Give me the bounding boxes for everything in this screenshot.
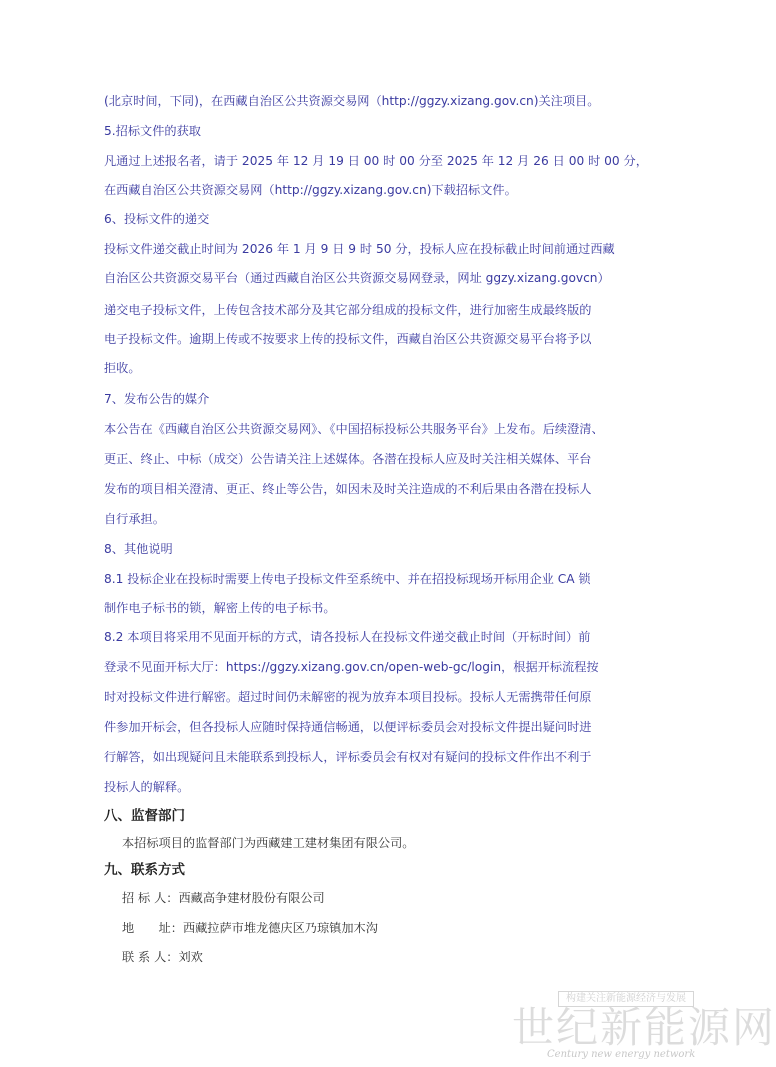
- line-23: 行解答，如出现疑问且未能联系到投标人，评标委员会有权对有疑问的投标文件作出不利于: [104, 750, 592, 764]
- contact-row-bidder: [122, 890, 325, 906]
- line-12: 本公告在《西藏自治区公共资源交易网》、《中国招标投标公共服务平台》上发布。后续澄清、: [104, 422, 604, 436]
- line-01: (北京时间，下同)，在西藏自治区公共资源交易网（http://ggzy.xizang.gov.cn)关注项目。: [104, 94, 600, 108]
- section-8-body: 本招标项目的监督部门为西藏建工建材集团有限公司。: [122, 836, 415, 850]
- section-8-heading: 八、监督部门: [104, 808, 185, 824]
- line-11: 7、发布公告的媒介: [104, 392, 210, 406]
- contact-row-address: [122, 920, 378, 936]
- line-03: 凡通过上述报名者，请于 2025 年 12 月 19 日 00 时 00 分至 2025 年 12 月 26 日 00 时 00 分，: [104, 154, 648, 168]
- section-9-heading: 九、联系方式: [104, 862, 185, 878]
- line-04: 在西藏自治区公共资源交易网（http://ggzy.xizang.gov.cn)下载招标文件。: [104, 183, 517, 197]
- line-10: 拒收。: [104, 361, 141, 375]
- line-05: 6、投标文件的递交: [104, 212, 210, 226]
- watermark-english: Century new energy network: [547, 1049, 696, 1060]
- watermark-logo-text: 世纪新能源网: [512, 1003, 776, 1052]
- line-18: 制作电子标书的锁，解密上传的电子标书。: [104, 601, 336, 615]
- line-20: 登录不见面开标大厅：https://ggzy.xizang.gov.cn/open-web-gc/login，根据开标流程按: [104, 660, 599, 674]
- line-19: 8.2 本项目将采用不见面开标的方式，请各投标人在投标文件递交截止时间（开标时间）前: [104, 630, 591, 644]
- line-16: 8、其他说明: [104, 542, 173, 556]
- line-06: 投标文件递交截止时间为 2026 年 1 月 9 日 9 时 50 分，投标人应在投标截止时间前通过西藏: [104, 242, 615, 256]
- watermark-tagline: 构建关注新能源经济与发展: [558, 991, 694, 1007]
- line-13: 更正、终止、中标（成交）公告请关注上述媒体。各潜在投标人应及时关注相关媒体、平台: [104, 452, 592, 466]
- line-09: 电子投标文件。逾期上传或不按要求上传的投标文件，西藏自治区公共资源交易平台将予以: [104, 332, 592, 346]
- line-21: 时对投标文件进行解密。超过时间仍未解密的视为放弃本项目投标。投标人无需携带任何原: [104, 690, 592, 704]
- contact-label: 联 系 人：: [122, 950, 179, 964]
- contact-value: 刘欢: [178, 950, 203, 964]
- line-02: 5.招标文件的获取: [104, 124, 201, 138]
- line-22: 件参加开标会，但各投标人应随时保持通信畅通，以便评标委员会对投标文件提出疑问时进: [104, 720, 592, 734]
- line-24: 投标人的解释。: [104, 780, 190, 794]
- contact-row-person: [122, 949, 203, 965]
- contact-label: 招 标 人：: [122, 891, 179, 905]
- line-17: 8.1 投标企业在投标时需要上传电子投标文件至系统中、并在招投标现场开标用企业 CA 锁: [104, 572, 591, 586]
- line-07: 自治区公共资源交易平台（通过西藏自治区公共资源交易网登录，网址 ggzy.xizang.govcn）: [104, 271, 610, 285]
- line-08: 递交电子投标文件，上传包含技术部分及其它部分组成的投标文件，进行加密生成最终版的: [104, 303, 592, 317]
- contact-value: 西藏高争建材股份有限公司: [178, 891, 325, 905]
- line-14: 发布的项目相关澄清、更正、终止等公告，如因未及时关注造成的不利后果由各潜在投标人: [104, 482, 592, 496]
- contact-label: 地 址：: [122, 921, 183, 935]
- line-15: 自行承担。: [104, 512, 165, 526]
- contact-value: 西藏拉萨市堆龙德庆区乃琼镇加木沟: [182, 921, 378, 935]
